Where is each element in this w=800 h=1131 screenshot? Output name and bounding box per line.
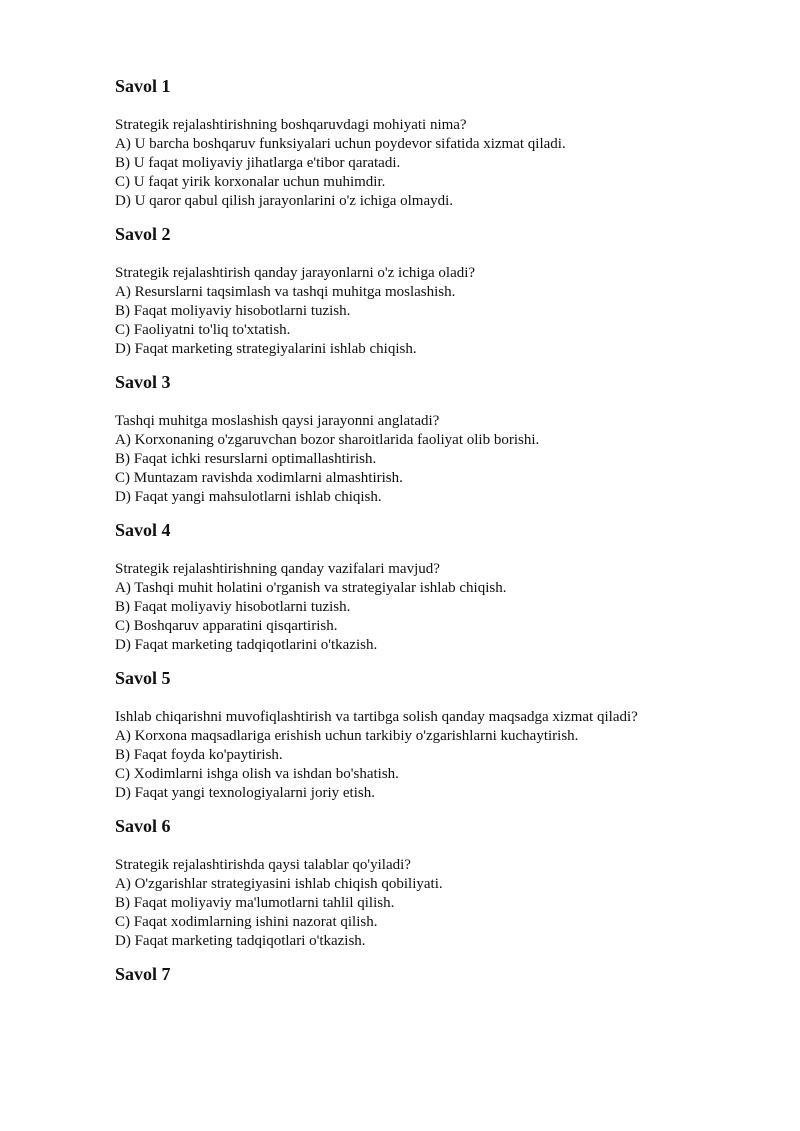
answer-options [115, 875, 755, 951]
answer-option-a: A) Korxona maqsadlariga erishish uchun tarkibiy o'zgarishlarni kuchaytirish. [115, 728, 579, 744]
question-title: Savol 1 [115, 76, 171, 96]
answer-option-a: A) Tashqi muhit holatini o'rganish va strategiyalar ishlab chiqish. [115, 580, 507, 596]
answer-options [115, 579, 755, 655]
question-text: Ishlab chiqarishni muvofiqlashtirish va tartibga solish qanday maqsadga xizmat qiladi? [115, 709, 638, 725]
answer-option-d: D) Faqat marketing tadqiqotlari o'tkazish. [115, 933, 366, 949]
answer-option-c: C) Muntazam ravishda xodimlarni almashtirish. [115, 470, 403, 486]
answer-option-c: C) Xodimlarni ishga olish va ishdan bo'shatish. [115, 766, 399, 782]
question-6 [115, 815, 755, 951]
answer-options [115, 431, 755, 507]
question-7 [115, 963, 755, 985]
answer-options [115, 135, 755, 211]
answer-option-d: D) Faqat marketing tadqiqotlarini o'tkazish. [115, 637, 378, 653]
answer-option-b: B) Faqat foyda ko'paytirish. [115, 747, 283, 763]
question-text: Tashqi muhitga moslashish qaysi jarayonni anglatadi? [115, 413, 440, 429]
document-content [115, 75, 755, 1004]
question-title: Savol 4 [115, 520, 171, 540]
answer-option-d: D) Faqat yangi mahsulotlarni ishlab chiqish. [115, 489, 382, 505]
answer-option-c: C) Faqat xodimlarning ishini nazorat qilish. [115, 914, 378, 930]
question-title: Savol 6 [115, 816, 171, 836]
question-text: Strategik rejalashtirish qanday jarayonlarni o'z ichiga oladi? [115, 265, 476, 281]
answer-options [115, 727, 755, 803]
question-4 [115, 519, 755, 655]
question-text: Strategik rejalashtirishda qaysi talablar qo'yiladi? [115, 857, 411, 873]
answer-option-b: B) U faqat moliyaviy jihatlarga e'tibor qaratadi. [115, 155, 401, 171]
answer-option-b: B) Faqat moliyaviy hisobotlarni tuzish. [115, 599, 351, 615]
answer-option-b: B) Faqat ichki resurslarni optimallashtirish. [115, 451, 377, 467]
question-title: Savol 7 [115, 964, 171, 984]
question-title: Savol 2 [115, 224, 171, 244]
answer-option-d: D) U qaror qabul qilish jarayonlarini o'z ichiga olmaydi. [115, 193, 454, 209]
question-1 [115, 75, 755, 211]
answer-option-d: D) Faqat marketing strategiyalarini ishlab chiqish. [115, 341, 417, 357]
question-text: Strategik rejalashtirishning boshqaruvdagi mohiyati nima? [115, 117, 467, 133]
answer-option-b: B) Faqat moliyaviy hisobotlarni tuzish. [115, 303, 351, 319]
question-5 [115, 667, 755, 803]
answer-option-c: C) Faoliyatni to'liq to'xtatish. [115, 322, 291, 338]
question-text: Strategik rejalashtirishning qanday vazifalari mavjud? [115, 561, 440, 577]
answer-options [115, 283, 755, 359]
answer-option-c: C) Boshqaruv apparatini qisqartirish. [115, 618, 338, 634]
answer-option-c: C) U faqat yirik korxonalar uchun muhimdir. [115, 174, 386, 190]
answer-option-a: A) Resurslarni taqsimlash va tashqi muhitga moslashish. [115, 284, 456, 300]
answer-option-a: A) O'zgarishlar strategiyasini ishlab chiqish qobiliyati. [115, 876, 443, 892]
answer-option-a: A) U barcha boshqaruv funksiyalari uchun poydevor sifatida xizmat qiladi. [115, 136, 566, 152]
answer-option-d: D) Faqat yangi texnologiyalarni joriy etish. [115, 785, 375, 801]
question-title: Savol 3 [115, 372, 171, 392]
question-2 [115, 223, 755, 359]
question-3 [115, 371, 755, 507]
answer-option-a: A) Korxonaning o'zgaruvchan bozor sharoitlarida faoliyat olib borishi. [115, 432, 540, 448]
answer-option-b: B) Faqat moliyaviy ma'lumotlarni tahlil qilish. [115, 895, 395, 911]
question-title: Savol 5 [115, 668, 171, 688]
